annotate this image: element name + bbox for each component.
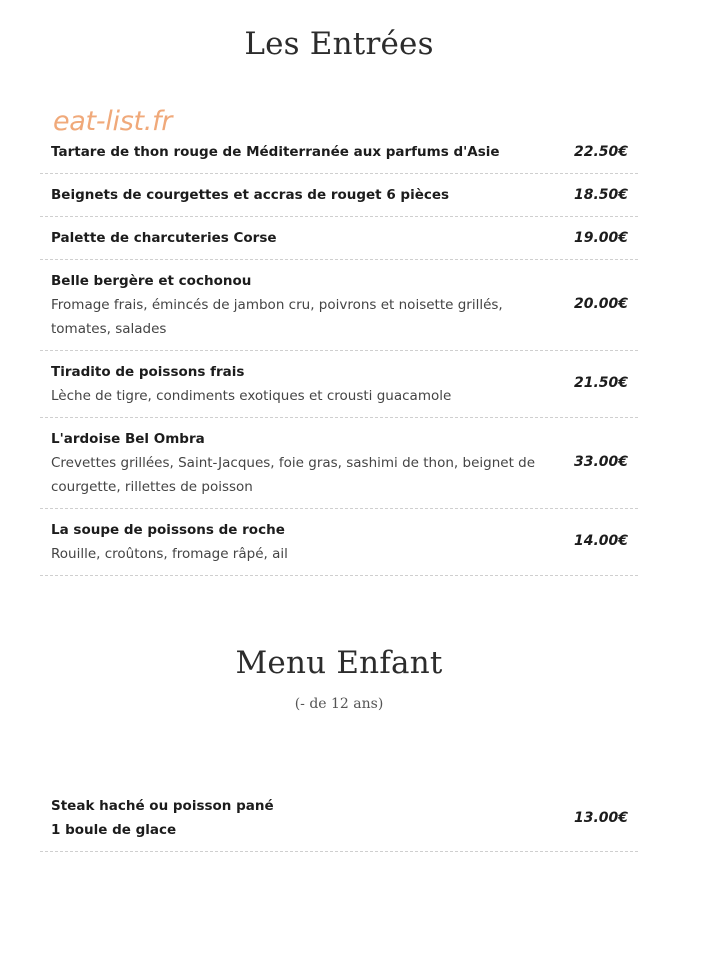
menu-item-name: L'ardoise Bel Ombra [51, 431, 205, 447]
menu-item-price: 22.50€ [573, 144, 628, 160]
enfant-list [40, 786, 638, 852]
menu-item-name: Tiradito de poissons frais [51, 364, 245, 380]
menu-item-tiradito [40, 351, 638, 418]
menu-item-name-line2: 1 boule de glace [51, 822, 177, 838]
entrees-list [40, 131, 638, 576]
menu-item-text [51, 269, 551, 341]
menu-item-name: Belle bergère et cochonou [51, 273, 252, 289]
menu-item-price: 18.50€ [573, 187, 628, 203]
enfant-subtitle: (- de 12 ans) [294, 696, 384, 712]
menu-item-ardoise [40, 418, 638, 509]
entrees-title: Les Entrées [244, 26, 434, 62]
menu-item-belle-bergere [40, 260, 638, 351]
menu-item-description: Lèche de tigre, condiments exotiques et crousti guacamole [51, 388, 452, 404]
menu-item-name: Beignets de courgettes et accras de rouget 6 pièces [51, 187, 450, 203]
menu-item-name: Palette de charcuteries Corse [51, 230, 277, 246]
menu-item-palette [40, 217, 638, 260]
enfant-title: Menu Enfant [235, 645, 443, 681]
watermark-logo: eat-list.fr [53, 106, 173, 137]
menu-item-price: 20.00€ [573, 296, 628, 312]
menu-item-text [51, 140, 551, 164]
menu-item-soupe [40, 509, 638, 576]
menu-item-beignets [40, 174, 638, 217]
menu-item-price: 13.00€ [573, 810, 628, 826]
menu-item-text [51, 427, 551, 499]
menu-item-price: 33.00€ [573, 454, 628, 470]
menu-item-text [51, 794, 551, 842]
menu-item-text [51, 360, 551, 408]
menu-item-text [51, 518, 551, 566]
menu-item-text [51, 226, 551, 250]
menu-item-description: Fromage frais, émincés de jambon cru, poivrons et noisette grillés, tomates, salades [51, 297, 503, 337]
menu-item-name: Tartare de thon rouge de Méditerranée aux parfums d'Asie [51, 144, 500, 160]
menu-item-description: Rouille, croûtons, fromage râpé, ail [51, 546, 288, 562]
menu-item-name: Steak haché ou poisson pané [51, 798, 274, 814]
menu-item-description: Crevettes grillées, Saint-Jacques, foie gras, sashimi de thon, beignet de courgette, rillettes de poisson [51, 455, 536, 495]
menu-item-name: La soupe de poissons de roche [51, 522, 285, 538]
menu-item-text [51, 183, 551, 207]
menu-item-price: 21.50€ [573, 375, 628, 391]
menu-item-tartare [40, 131, 638, 174]
menu-item-price: 14.00€ [573, 533, 628, 549]
menu-item-price: 19.00€ [573, 230, 628, 246]
menu-item-steak [40, 786, 638, 852]
